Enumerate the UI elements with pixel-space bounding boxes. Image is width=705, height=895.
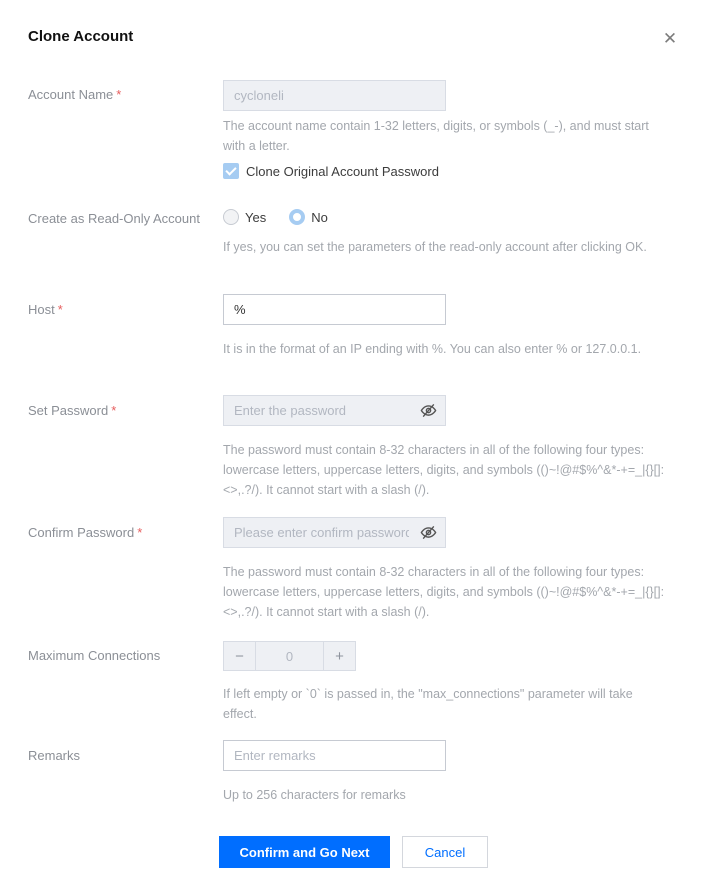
account-name-input[interactable] (223, 80, 446, 111)
confirm-password-input[interactable] (223, 517, 446, 548)
max-connections-label: Maximum Connections (28, 648, 161, 663)
radio-option-no[interactable]: No (289, 209, 328, 225)
host-label: Host * (28, 302, 63, 317)
account-name-help: The account name contain 1-32 letters, digits, or symbols (_-), and must start with a letter. (223, 119, 649, 153)
clone-password-checkbox-row (223, 163, 439, 179)
set-password-help: The password must contain 8-32 characters in all of the following four types: lowercase letters, uppercase letters, digits, and symbols (()~!@#$%^&*-+=_|{}[]:<>,.?/). It cannot start with a slash (/). (223, 443, 665, 497)
remarks-input[interactable] (223, 740, 446, 771)
stepper-value[interactable]: 0 (255, 641, 324, 671)
confirm-password-label: Confirm Password * (28, 525, 143, 540)
account-name-label: Account Name * (28, 87, 122, 102)
close-icon[interactable]: ✕ (662, 29, 678, 48)
clone-password-checkbox[interactable] (223, 163, 239, 179)
stepper-minus-button[interactable]: − (223, 641, 256, 671)
eye-off-icon[interactable] (420, 524, 437, 541)
cancel-button[interactable]: Cancel (402, 836, 488, 868)
radio-icon-selected (289, 209, 305, 225)
read-only-label: Create as Read-Only Account (28, 211, 200, 226)
confirm-password-field (223, 517, 446, 548)
radio-option-yes[interactable]: Yes (223, 209, 266, 225)
remarks-label: Remarks (28, 748, 81, 763)
host-input[interactable] (223, 294, 446, 325)
clone-password-checkbox-label: Clone Original Account Password (246, 163, 439, 179)
stepper-plus-button[interactable]: + (323, 641, 356, 671)
read-only-radio-group (223, 209, 351, 225)
host-help: It is in the format of an IP ending with %. You can also enter % or 127.0.0.1. (223, 342, 642, 356)
eye-off-icon[interactable] (420, 402, 437, 419)
dialog-title: Clone Account (28, 28, 134, 45)
max-connections-stepper (223, 641, 356, 671)
required-asterisk: * (137, 525, 143, 540)
set-password-input[interactable] (223, 395, 446, 426)
max-connections-help: If left empty or `0` is passed in, the "max_connections" parameter will take effect. (223, 687, 633, 721)
read-only-help: If yes, you can set the parameters of the read-only account after clicking OK. (223, 240, 647, 254)
confirm-password-help: The password must contain 8-32 characters in all of the following four types: lowercase letters, uppercase letters, digits, and symbols (()~!@#$%^&*-+=_|{}[]:<>,.?/). It cannot start with a slash (/). (223, 565, 665, 619)
required-asterisk: * (111, 403, 117, 418)
required-asterisk: * (57, 302, 63, 317)
required-asterisk: * (116, 87, 122, 102)
confirm-and-go-next-button[interactable]: Confirm and Go Next (219, 836, 390, 868)
set-password-label: Set Password * (28, 403, 117, 418)
remarks-help: Up to 256 characters for remarks (223, 788, 406, 802)
set-password-field (223, 395, 446, 426)
radio-icon-unselected (223, 209, 239, 225)
